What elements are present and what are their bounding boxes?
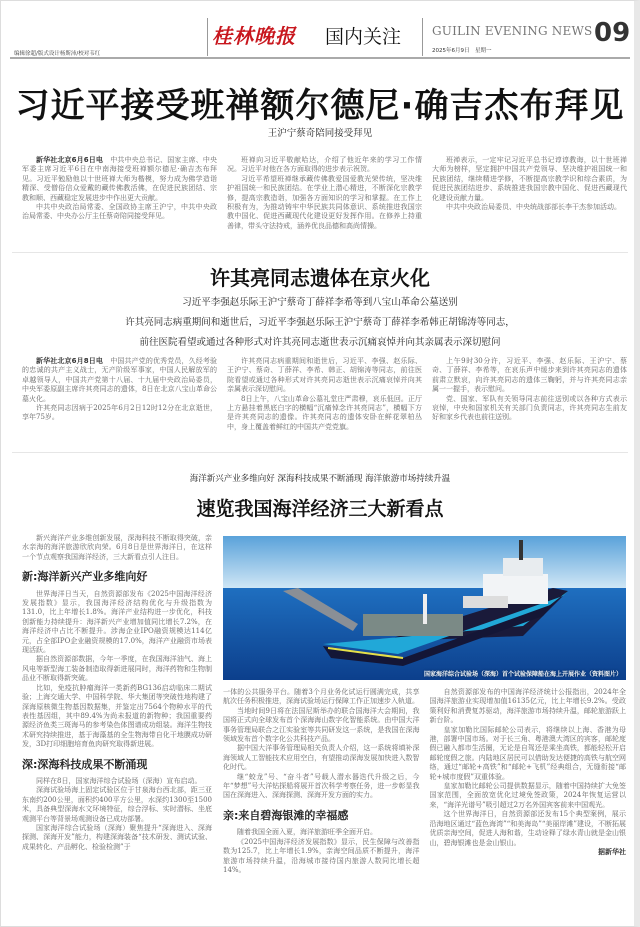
intro: 新兴海洋产业多维创新发展，深海科技不断取得突破，亲水亲海的海洋旅游欣欣向荣。6月8日是世界海洋日，在这样一个节点观察我国海洋经济，三大新看点引人注目。 — [22, 534, 212, 561]
paragraph: 这个世界海洋日，自然资源部还发布15个典型案例，展示沿海地区通过“蓝色海湾”“和美海岛”“美丽岸滩”建设，不断拓展优质亲海空间，促进人海和谐，生动诠释了绿水青山就是金山银山，碧海银滩也是金山银山。 — [429, 810, 626, 847]
paragraph: 当地时间9日将在法国尼斯举办的联合国海洋大会期间，我国将正式向全球发布首个深海海山数字化智能系统。由中国大洋事务管理局联合之江实验室等共同研发这一系统，是我国在深海领域发布首个数字化公共科技产品。 — [223, 706, 420, 744]
paragraph: 据中国大洋事务管理局相关负责人介绍，这一系统将填补深海领域人工智能技术应用空白，有望推动深海发展加快进入数智化时代。 — [223, 744, 420, 772]
article2-headline: 许其亮同志遗体在京火化 — [210, 266, 430, 290]
paragraph: 中共中央总书记、国家主席、中央军委主席习近平6日在中南海接受班禅额尔德尼·确吉杰布拜见。习近平勉励他以十世班禅大师为楷模，努力成为佛学造诣精深、受僧俗信众爱戴的藏传佛教活佛，在促进民族团结、宗教和顺、西藏稳定发展进步中作出更大贡献。 — [22, 156, 218, 202]
research-ship-image — [223, 536, 626, 680]
paragraph: 中共中央政治局常委、全国政协主席王沪宁，中共中央政治局常委、中央办公厅主任蔡奇陪同接受拜见。 — [22, 203, 217, 221]
section-heading: 新:海洋新兴产业多维向好 — [22, 570, 148, 584]
paragraph: 比如，免疫抗肿瘤海洋一类新药BG136启动临床二期试验；上海交通大学、中国科学院、华大集团等突破性地构建了深海原核微生物基因数据集，并鉴定出7564个物种水平的代表性基因组，其中89.4%为尚未报道的新物种；我国重要药源经济鱼类三斑海马的参考染色体图谱成功组装。海洋生物技术研究持续推进，基于海藻基的全生物海带自化干地膜成功研发，3D打印细胞培育鱼肉研究取得新进展。 — [22, 683, 212, 749]
paragraph: 党、国家、军队有关领导同志前往送别或以各种方式表示哀悼，中央和国家机关有关部门负责同志，许其亮同志生前友好和家乡代表也前往送别。 — [432, 394, 627, 422]
editor-credits: 编辑徐超/版式设计杨斯沛/校对韦红 — [14, 51, 101, 57]
divider — [422, 18, 423, 56]
page-number: 09 — [594, 18, 631, 48]
article1-headline: 习近平接受班禅额尔德尼·确吉杰布拜见 — [15, 86, 625, 126]
article3-kicker: 海洋新兴产业多维向好 深海科技成果不断涌现 海洋旅游市场持续升温 — [189, 474, 451, 484]
english-name: GUILIN EVENING NEWS — [432, 24, 593, 38]
paragraph: 深海试验场海上固定试验区位于甘泉海台西北部，距三亚东南约200公里，面积约400平方公里，水深约1300至1500米，具备典型深海水文环境特征，综合浮标、实时潜标、坐底观测平台等背景场观测设备已成功部署。 — [22, 786, 212, 823]
section-heading: 亲:来自碧海银滩的幸福感 — [223, 808, 349, 822]
paragraph: 世界海洋日当天，自然资源部发布《2025中国海洋经济发展指数》显示，我国海洋经济结构优化与升级指数为131.0，比上年增长1.8%。海洋产业结构进一步优化，科技创新能力持续提升：海洋新兴产业增加值同比增长7.2%，在海洋经济中占比不断提升。涉海企业IPO融资规模达114亿元，占全部IPO企业融资规模的17.0%，海洋产业融资市场表现活跃。 — [22, 589, 212, 655]
masthead-rule — [10, 57, 630, 59]
byline: 据新华社 — [598, 847, 626, 856]
paragraph: 许其亮同志病重期间和逝世后，习近平、李强、赵乐际、王沪宁、蔡奇、丁薛祥、李希、韩正、胡锦涛等同志，前往医院看望或通过各种形式对许其亮同志逝世表示沉痛哀悼并向其亲属表示深切慰问。 — [227, 357, 422, 394]
paragraph: 一体的公共服务平台。随着3个月业务化试运行圆满完成，共享航次任务积极推进，深海试验场运行保障工作正加速步入轨道。 — [223, 688, 420, 706]
paragraph: 班禅向习近平敬献哈达，介绍了他近年来的学习工作情况。习近平对他在各方面取得的进步表示祝贺。 — [227, 156, 422, 174]
article3-headline: 速览我国海洋经济三大新看点 — [196, 498, 444, 520]
article2-subheadline: 前往医院看望或通过各种形式对许其亮同志逝世表示沉痛哀悼并向其亲属表示深切慰问 — [139, 337, 501, 348]
divider — [12, 252, 628, 253]
article1-body — [22, 156, 627, 241]
divider — [12, 452, 628, 453]
section-heading: 深:深海科技成果不断涌现 — [22, 757, 148, 771]
paragraph: 中国共产党的优秀党员，久经考验的忠诚的共产主义战士，无产阶级军事家，中国人民解放军的卓越领导人，中国共产党第十八届、十九届中央政治局委员，中央军委原副主席许其亮同志的遗体，8日在北京八宝山革命公墓火化。 — [22, 357, 218, 403]
dateline: 新华社北京6月8日电 — [36, 357, 104, 365]
paragraph: 据自然资源部数据，今年一季度，在我国海洋油气、海上风电等新型海工装备制造取得新进展同时，海洋药物和生物制品业不断取得新突破。 — [22, 655, 212, 683]
paragraph: 同样在8日，国家海洋综合试验场（深海）宣布启动。 — [36, 776, 202, 785]
newspaper-logo: 桂林晚报 — [212, 24, 296, 48]
paragraph: 皇家加勒比邮轮公司提供数据显示，随着中国持续扩大免签国家范围，全面放宽优化过境免签政策，2024年恢复运营以来，“海洋光谱号”吸引超过2万名外国宾客前来中国观光。 — [429, 782, 626, 809]
paragraph: 继“蛟龙”号、“奋斗者”号载人潜水器迭代升级之后，今年“梦想”号大洋钻探船将展开首次科学考察任务，进一步彰显我国在深海进入、深海探测、深海开发方面的实力。 — [223, 772, 420, 800]
paragraph: 班禅表示，一定牢记习近平总书记谆谆教诲，以十世班禅大师为榜样，坚定拥护中国共产党领导、坚决维护祖国统一和民族团结，继续精进学修，不断提高宗教学识和综合素质，为促进民族团结进步、系统推进我国宗教中国化、促进西藏现代化建设贡献力量。 — [432, 156, 627, 202]
paragraph: 随着我国全面入夏，海洋旅游旺季全面开启。 — [237, 828, 377, 837]
paragraph: 中共中央政治局委员、中央统战部部长李干杰参加活动。 — [446, 203, 621, 212]
divider — [207, 18, 208, 56]
ship-photo — [223, 536, 626, 680]
paragraph: 习近平希望班禅继承藏传佛教爱国爱教光荣传统，坚决维护祖国统一和民族团结。在学业上潜心精进，不断深化宗教学修，提高宗教造诣，加强各方面知识的学习和掌握。在工作上积极有为，为推动铸牢中华民族共同体意识、系统推进我国宗教中国化、促进西藏现代化建设更好发挥作用。在修养上持重善律，带头守法持戒，涵养优良品德和高尚情操。 — [227, 174, 422, 230]
paragraph: 上午9时30分许，习近平、李强、赵乐际、王沪宁、蔡奇、丁薛祥、李希等，在哀乐声中缓步来到许其亮同志的遗体前肃立默哀，向许其亮同志的遗体三鞠躬，并与许其亮同志亲属一一握手，表示慰问。 — [432, 357, 627, 394]
dateline: 新华社北京6月6日电 — [36, 156, 104, 164]
paragraph: 8日上午，八宝山革命公墓礼堂庄严肃穆，哀乐低回。正厅上方悬挂着黑底白字的横幅“沉痛悼念许其亮同志”，横幅下方是许其亮同志的遗像。许其亮同志的遗体安卧在鲜花翠柏丛中，身上覆盖着鲜红的中国共产党党旗。 — [227, 394, 422, 431]
article1-subheadline: 王沪宁蔡奇陪同接受拜见 — [267, 128, 373, 139]
article3-left-column — [22, 534, 212, 852]
paragraph: 皇家加勒比国际邮轮公司表示，将继续以上海、香港为母港，部署中国市场。对于长三角、粤港澳大湾区的宾客，邮轮度假已融入都市生活圈，无论是自驾还是乘坐高铁，都能轻松开启邮轮度假之旅。内陆地区居民可以借助发达便捷的高铁与航空网络，通过“邮轮+高铁”和“邮轮+飞机”经典组合，无缝衔接“邮轮+城市度假”双重体验。 — [429, 725, 626, 781]
section-title: 国内关注 — [325, 26, 402, 48]
paragraph: 许其亮同志因病于2025年6月2日12时12分在北京逝世，享年75岁。 — [22, 404, 217, 422]
article3-bottom-columns — [223, 688, 626, 923]
paragraph: 国家海洋综合试验场（深海）聚焦提升“深海进入、深海探测、深海开发”能力，构建深海装备“技术研发、测试试验、成果转化、产品孵化、检验检测”于 — [22, 823, 212, 851]
article2-subheadline: 习近平李强赵乐际王沪宁蔡奇丁薛祥李希等到八宝山革命公墓送别 — [182, 297, 458, 308]
paragraph: 自然资源部发布的中国海洋经济统计公报指出，2024年全国海洋旅游业实现增加值16135亿元，比上年增长9.2%。受政策利好和消费复苏驱动，海洋旅游市场持续升温，邮轮旅游跃上新台阶。 — [429, 688, 626, 725]
paragraph: 《2025中国海洋经济发展指数》显示，民生保障与改善指数为125.7，比上年增长1.9%，亲海空间品质不断提升，海洋旅游市场持续升温，沿海城市接待国内旅游人数同比增长超14%。 — [223, 837, 420, 874]
issue-date: 2025年6月9日 星期一 — [432, 48, 492, 54]
photo-caption: 国家海洋综合试验场（深海）首个试验保障船在海上开展作业（资料图片） — [423, 671, 622, 678]
article2-subheadline: 许其亮同志病重期间和逝世后，习近平李强赵乐际王沪宁蔡奇丁薛祥李希韩正胡锦涛等同志， — [125, 317, 515, 328]
article2-body — [22, 357, 627, 437]
